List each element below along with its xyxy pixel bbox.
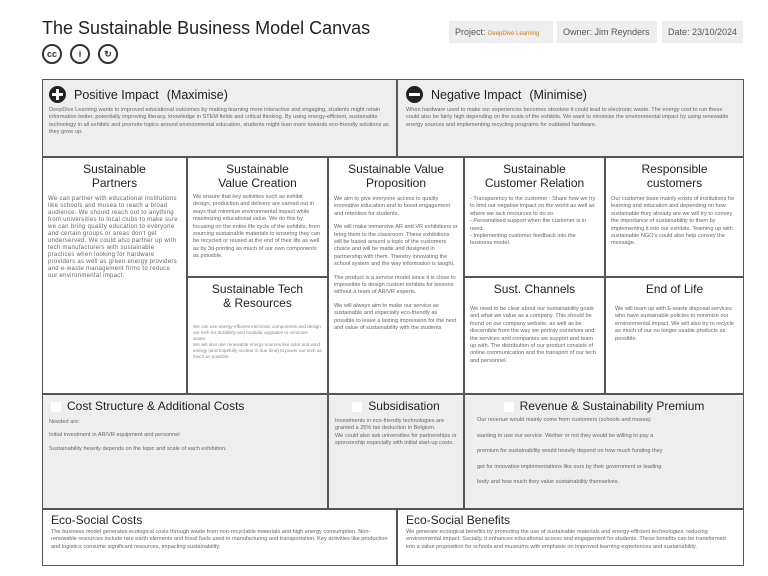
- plus-circle-icon: [49, 86, 66, 103]
- channels-text: We need to be clear about our sustainability goals and what we value as a company. This should be found on our company website, as well as be discernible from the way we portray ourselves and the services and companies we support and team up with. The distribution of our product consists of online communication and the transport of our tech and personnel.: [470, 306, 596, 364]
- eco-costs-text: The business model generates ecological costs through waste from non-recyclable materials and high energy consumption. Non-renewable resources include rare earth elements and fossil fuels used in manufacturing and transportation. Key activities like production and logistics consume significant resources, impacting sustainability.: [51, 529, 388, 550]
- value-proposition-text: We aim to give everyone access to quality innovative education and to boost engagement and retention for students. We will make immersive AR and VR exhibitions or bring them to the classroom. These exhibitions will be based around a topic of the customers choice and will be made and designed in partnership with them. Thereby innovating the school system and the way information is taught. The product is a service model since it is close to impossible to design custom exhibits for lessons without a team of AR/VR experts. We will always aim to make our service as sustainable and especially eco-friendly as possible to leave a lasting impression for the next and value of sustainability with the students: [334, 196, 458, 332]
- negative-impact-header: [406, 86, 735, 103]
- cost-structure-text: Needed are: Initial investment in AR/VR equipment and personnel Sustainability heavily depends on the topic and scale of each exhibition.: [49, 419, 227, 452]
- date-field[interactable]: Date: 23/10/2024: [662, 21, 743, 43]
- cc-icon: cc: [42, 44, 62, 64]
- partners-text: We can partner with educational institutions like schools and musea to reach a broad audience. We should reach out to anything from universities to local clubs to make sure we can bring quality education to everyone and certain groups or areas don't get underserved. We could also partner up with tech manufacturers with sustainable practices when looking for hardware providers as well as green energy providers and e-waste management firms to reduce our environmental impact.: [48, 196, 178, 279]
- revenue-line: Our revenue would mainly come from customers (schools and musea): [477, 417, 651, 423]
- subsidisation-title: Subsidisation: [368, 399, 440, 413]
- revenue-line: wanting to use our service. Wether or not they would be willing to pay a: [477, 432, 654, 439]
- project-label: Project:: [455, 27, 486, 37]
- revenue-header: [473, 399, 735, 413]
- eco-benefits-panel[interactable]: [397, 509, 744, 566]
- eco-benefits-title: Eco-Social Benefits: [406, 513, 511, 527]
- positive-impact-text: DeepDive Learning wants to improved educational outcomes by making learning more interactive and engaging, students might retain information better, potentially improving literacy, knowledge in STEM fields and critical thinking. By using energy-efficient, sustainable technology in all exhibits and promote topics around environmental education, students might lean more towards eco-friendly solutions as they grow up.: [49, 107, 389, 136]
- minus-circle-icon: [406, 86, 423, 103]
- revenue-title: Revenue & Sustainability Premium: [519, 399, 705, 413]
- revenue-text: [473, 417, 735, 495]
- negative-impact-panel[interactable]: [397, 79, 744, 157]
- cost-structure-header: [49, 399, 321, 413]
- partners-panel[interactable]: [42, 157, 187, 394]
- channels-title: Sust. Channels: [493, 282, 576, 296]
- revenue-panel[interactable]: [464, 394, 744, 509]
- revenue-icon: [504, 402, 514, 412]
- customer-relation-text: - Transparency to the customer : Share how we try to limit our negative impact on the world as well as where we lack resources to do so. - Personalised support when the customer is in need. - Implementing customer feedback into the business model.: [470, 196, 596, 247]
- customer-relation-panel[interactable]: [464, 157, 605, 277]
- subsidisation-header: [335, 399, 457, 413]
- subsidy-icon: [352, 402, 362, 412]
- page-title: The Sustainable Business Model Canvas: [42, 18, 371, 38]
- cost-structure-title: Cost Structure & Additional Costs: [67, 399, 245, 413]
- positive-impact-qualifier: (Maximise): [166, 87, 228, 102]
- license-icons: [42, 44, 118, 64]
- revenue-line: get for innovative implementations like ours by their government or leading: [477, 463, 662, 470]
- eco-costs-title: Eco-Social Costs: [51, 513, 143, 527]
- share-alike-icon: ↻: [98, 44, 118, 64]
- cost-structure-panel[interactable]: [42, 394, 328, 509]
- partners-title: Sustainable Partners: [83, 162, 146, 190]
- end-of-life-text: We will team up with E-waste disposal services who have sustainable policies to minimize our environmental impact. We will also try to recycle as much of our no longer usable products as possible.: [615, 306, 734, 342]
- revenue-line: premium for sustainability would heavily depend on how much funding they: [477, 448, 663, 454]
- canvas-grid: [42, 79, 744, 566]
- attribution-icon: i: [70, 44, 90, 64]
- value-proposition-panel[interactable]: [328, 157, 464, 394]
- tech-resources-title: Sustainable Tech & Resources: [211, 282, 304, 310]
- project-value: DeepDive Learning: [488, 31, 540, 37]
- customer-relation-title: Sustainable Customer Relation: [484, 162, 585, 190]
- value-creation-panel[interactable]: [187, 157, 328, 277]
- customers-title: Responsible customers: [641, 162, 708, 190]
- positive-impact-title: Positive Impact: [74, 87, 159, 102]
- negative-impact-text: When hardware used to make our experiences becomes obsolete it could lead to electronic waste. The energy cost to run these could also be fairly high depending on the scale of the exhibits. We want to minimize the environmental impact by using renewable energy sources and implementing recycling programs for outdated hardware.: [406, 107, 729, 128]
- subsidisation-text: Investments in eco-friendly technologies are granted a 25% tax deduction in Belgium. We could also ask universities for partnerships or sponsorship especially with initial start-up costs.: [335, 418, 457, 447]
- cost-icon: [51, 402, 61, 412]
- end-of-life-title: End of Life: [645, 282, 704, 296]
- owner-field[interactable]: Owner: Jim Reynders: [557, 21, 657, 43]
- revenue-line: body and how much they value sustainability themselves.: [477, 479, 620, 485]
- tech-resources-text: We can use energy-efficient electronic components and design our tech for durability and modular upgrades to minimize waste. We will also use renewable energy sources like solar and wind energy (and hopefully nuclear in due time) to power our tech as much as possible.: [193, 324, 322, 359]
- end-of-life-panel[interactable]: [605, 277, 744, 394]
- eco-costs-panel[interactable]: [42, 509, 397, 566]
- project-field[interactable]: [449, 21, 553, 43]
- value-creation-text: We ensure that key activities such as exhibit design, production and delivery are carried out in ways that minimize environmental impact while maximizing educational value. We do this by focusing on the entire life cycle of the exhibits, from sourcing sustainable materials to ensuring they can be recycled or reused at the end of their life as well as by 3d-printing as much of our own components as possible.: [193, 194, 321, 260]
- subsidisation-panel[interactable]: [328, 394, 464, 509]
- positive-impact-header: [49, 86, 390, 103]
- value-creation-title: Sustainable Value Creation: [218, 162, 297, 190]
- negative-impact-qualifier: (Minimise): [529, 87, 587, 102]
- channels-panel[interactable]: [464, 277, 605, 394]
- value-proposition-title: Sustainable Value Proposition: [348, 162, 444, 190]
- negative-impact-title: Negative Impact: [431, 87, 522, 102]
- positive-impact-panel[interactable]: [42, 79, 397, 157]
- customers-text: Our customer base mainly exists of institutions for learning and education and depending on how sustainable they already are we will try to convey the importance of sustainability to them by implementing it into our exhibits. Teaming up with sustainable NGO's could also help convey the message.: [611, 196, 735, 247]
- customers-panel[interactable]: [605, 157, 744, 277]
- eco-benefits-text: We generate ecological benefits by promoting the use of sustainable materials and energy-efficient technologies, reducing environmental impact. Socially, it enhances educational access and engagement for students. These benefits can be transformed into a value proposition for schools and museums with emphasis on improved learning experiences and sustainability.: [406, 529, 726, 550]
- tech-resources-panel[interactable]: [187, 277, 328, 394]
